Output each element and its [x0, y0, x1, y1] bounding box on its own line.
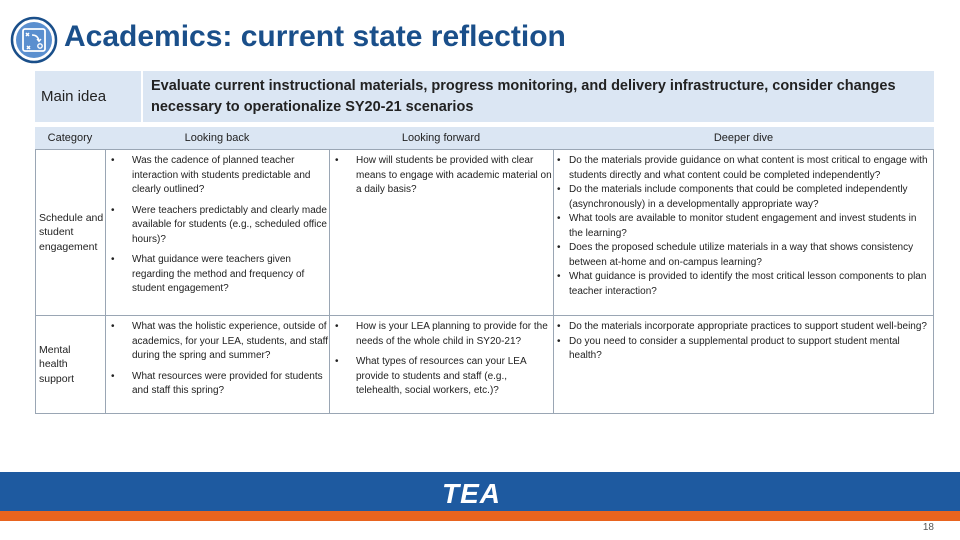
category-cell	[35, 315, 106, 414]
category-label: Mental health support	[39, 343, 75, 385]
looking-back-cell	[105, 149, 330, 316]
main-idea-text: Evaluate current instructional materials, progress monitoring, and delivery infrastructure, consider changes necessary to operationalize SY20-21 scenarios	[143, 71, 934, 122]
deeper-dive-cell	[553, 149, 934, 316]
header-deeper-dive: Deeper dive	[553, 127, 934, 149]
list-item: • What was the holistic experience, outside of academics, for your LEA, students, and staff during the spring and summer?	[106, 320, 329, 364]
list-item: • What guidance were teachers given regarding the method and frequency of student engagement?	[106, 253, 329, 297]
header-category: Category	[35, 127, 105, 149]
header-looking-forward: Looking forward	[329, 127, 553, 149]
main-idea-label: Main idea	[35, 71, 143, 122]
list-item: • What guidance is provided to identify the most critical lesson components to plan teacher interaction?	[554, 270, 931, 299]
list-item: • Does the proposed schedule utilize materials in a way that shows consistency between at-home and on-campus learning?	[554, 241, 931, 270]
list-item: • Do the materials incorporate appropriate practices to support student well-being?	[554, 320, 933, 335]
list-item: • Were teachers predictably and clearly made available for students (e.g., scheduled office hours)?	[106, 204, 329, 248]
list-item: • Do the materials include components that could be completed independently (asynchronously) in a developmentally appropriate way?	[554, 183, 931, 212]
list-item: • How will students be provided with clear means to engage with academic material on a daily basis?	[330, 154, 553, 198]
header-looking-back: Looking back	[105, 127, 329, 149]
strategy-board-icon	[10, 16, 58, 64]
looking-forward-cell	[329, 149, 554, 316]
category-cell	[35, 149, 106, 316]
list-item: • Do the materials provide guidance on what content is most critical to engage with students directly and what content could be completed independently?	[554, 154, 931, 183]
list-item: • What types of resources can your LEA provide to students and staff (e.g., telehealth, social workers, etc.)?	[330, 355, 553, 399]
looking-forward-cell	[329, 315, 554, 414]
tea-logo: TEA	[442, 478, 501, 509]
page-number: 18	[922, 522, 934, 533]
list-item: • How is your LEA planning to provide for the needs of the whole child in SY20-21?	[330, 320, 553, 349]
deeper-dive-cell	[553, 315, 934, 414]
list-item: • Was the cadence of planned teacher interaction with students predictable and clearly outlined?	[106, 154, 329, 198]
page-title: Academics: current state reflection	[64, 20, 566, 53]
category-label: Schedule and student engagement	[39, 211, 104, 253]
footer-accent-stripe	[0, 511, 960, 521]
list-item: • What tools are available to monitor student engagement and invest students in the learning?	[554, 212, 931, 241]
list-item: • What resources were provided for students and staff this spring?	[106, 370, 329, 399]
looking-back-cell	[105, 315, 330, 414]
list-item: • Do you need to consider a supplemental product to support student mental health?	[554, 335, 933, 364]
